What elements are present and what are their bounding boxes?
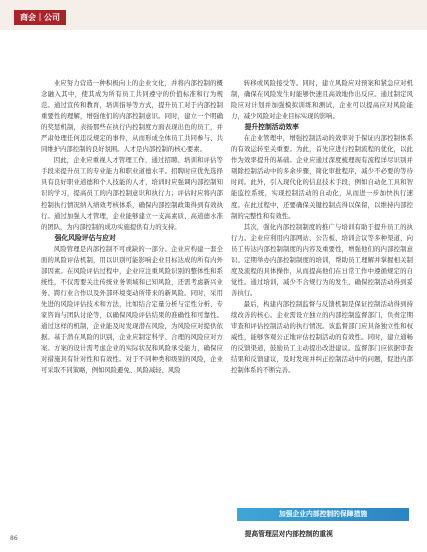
- page-number: 86: [10, 535, 18, 542]
- left-column: [41, 78, 223, 376]
- section-banner: 加强企业内部控制的保障措施: [237, 508, 409, 521]
- paragraph: 风险管理是内部控制不可或缺的一部分。企业应构建一套全面的风险评估机制，用以识别可能影响企业目标达成的所有内外部因素。在风险评估过程中，企业应注重风险识别的整体性和系统性，不仅需要关注传统业务领域和已知风险，还需考虑新兴业务、跨行业合作以及外部环境变动所带来的新风险。同时，采用先进的风险评估技术和方法，比如结合定量分析与定性分析、专家咨询与团队讨论等，以确保风险评估结果的准确性和可靠性。通过这样的机制，企业能及时发现潜在风险，为风险应对提供依据。基于潜在风险的识别，企业应制定科学、合理的风险应对方案。方案的设计需考虑企业的实际状况和风险承受能力，确保应对措施具有针对性和有效性。对于不同种类和级别的风险，企业可采取不同策略，例如风险避免、风险减轻、风险: [41, 245, 223, 375]
- section-heading: 提升控制活动效率: [244, 123, 299, 132]
- paragraph: 转移或风险接受等。同时，建立风险应对预案和紧急应对机制，确保在风险发生时能够快速且高效地作出反应。通过制定风险应对计划并加强模拟训练和测试，企业可以提高应对风险能力，减少风险对企业目标实现的影响。: [231, 80, 413, 121]
- section-heading: 强化风险评估与应对: [54, 233, 116, 242]
- paragraph: 最后，构建内部控制监督与反馈机制是保证控制活动得到持续改善的核心。企业需设立独立的内部控制监督部门，负责定期审查和评估控制活动的执行情况。该监督部门应具备独立性和权威性，能够客观公正地评估控制活动的有效性。同时，建立通畅的反馈渠道，鼓励员工主动提出改进建议。监督部门应依据审查结果和反馈建议，及时发现并纠正控制活动中的问题，促进内部控制体系的不断完善。: [231, 300, 413, 375]
- paragraph: 其次，强化内部控制制度的推广与培训有助于提升员工的执行力。企业应利用内部网站、公告板、培训会议等多种渠道，向员工传达内部控制制度的内容及重要性，增强他们的内部控制意识。定期举办内部控制制度的培训，帮助员工理解并掌握相关制度及流程的具体操作，从而提高他们在日常工作中遵循规定的自觉性。通过培训，减少不合规行为的发生，确保控制活动得到妥善执行。: [231, 223, 413, 297]
- paragraph: 业应努力营造一种积极向上的企业文化，并将内部控制的概念融入其中，使其成为所有员工共同遵守的价值标准和行为规范。通过宣传和教育，培训指导等方式，提升员工对于内部控制重要性的理解，增强他们的内部控制意识。同时，建立一个明确的奖惩机制，表扬那些在执行内控制度方面表现出色的员工，并严肃处理任何违反规定的事件，从而形成全体员工共同参与、共同维护内部控制的良好氛围。人才是内部控制的核心要素。: [41, 80, 223, 154]
- right-column: [231, 78, 413, 376]
- paragraph: 因此，企业应重视人才管理工作，通过招聘、培训和评估等手段来提升员工的专业能力和职业道德水平。招聘时应优先选择具有良好职业道德和个人技能的人才，培训时应强调内部控制知识的学习，提高员工的内部控制意识和执行力；评估时应将内部控制执行情况纳入绩效考核体系，确保内部控制政策得到有效执行。通过加强人才管理，企业能够建立一支高素质、高道德水准的团队，为内部控制的成功实施提供有力的支持。: [41, 157, 223, 231]
- section-tag: 商会｜公司: [14, 10, 66, 25]
- sub-heading: 提高管理层对内部控制的重视: [244, 530, 333, 538]
- page-header: [0, 0, 427, 30]
- paragraph: 在企业管理中，增强控制活动的效率对于保证内部控制体系的有效运转至关重要。为此，首先应进行控制流程的优化，以此作为效率提升的基础。企业应通过深度梳理现有流程详尽识别并剔除控制活动中的多余步骤，简化审批程序，减少不必要的等待时间。此外，引入现代化的信息技术手段，例如自动化工具和智能监控系统，实现控制活动的自动化，从而进一步加快执行速度。在此过程中，还要确保关键控制点得以保留，以维持内部控制的完整性和有效性。: [231, 135, 413, 220]
